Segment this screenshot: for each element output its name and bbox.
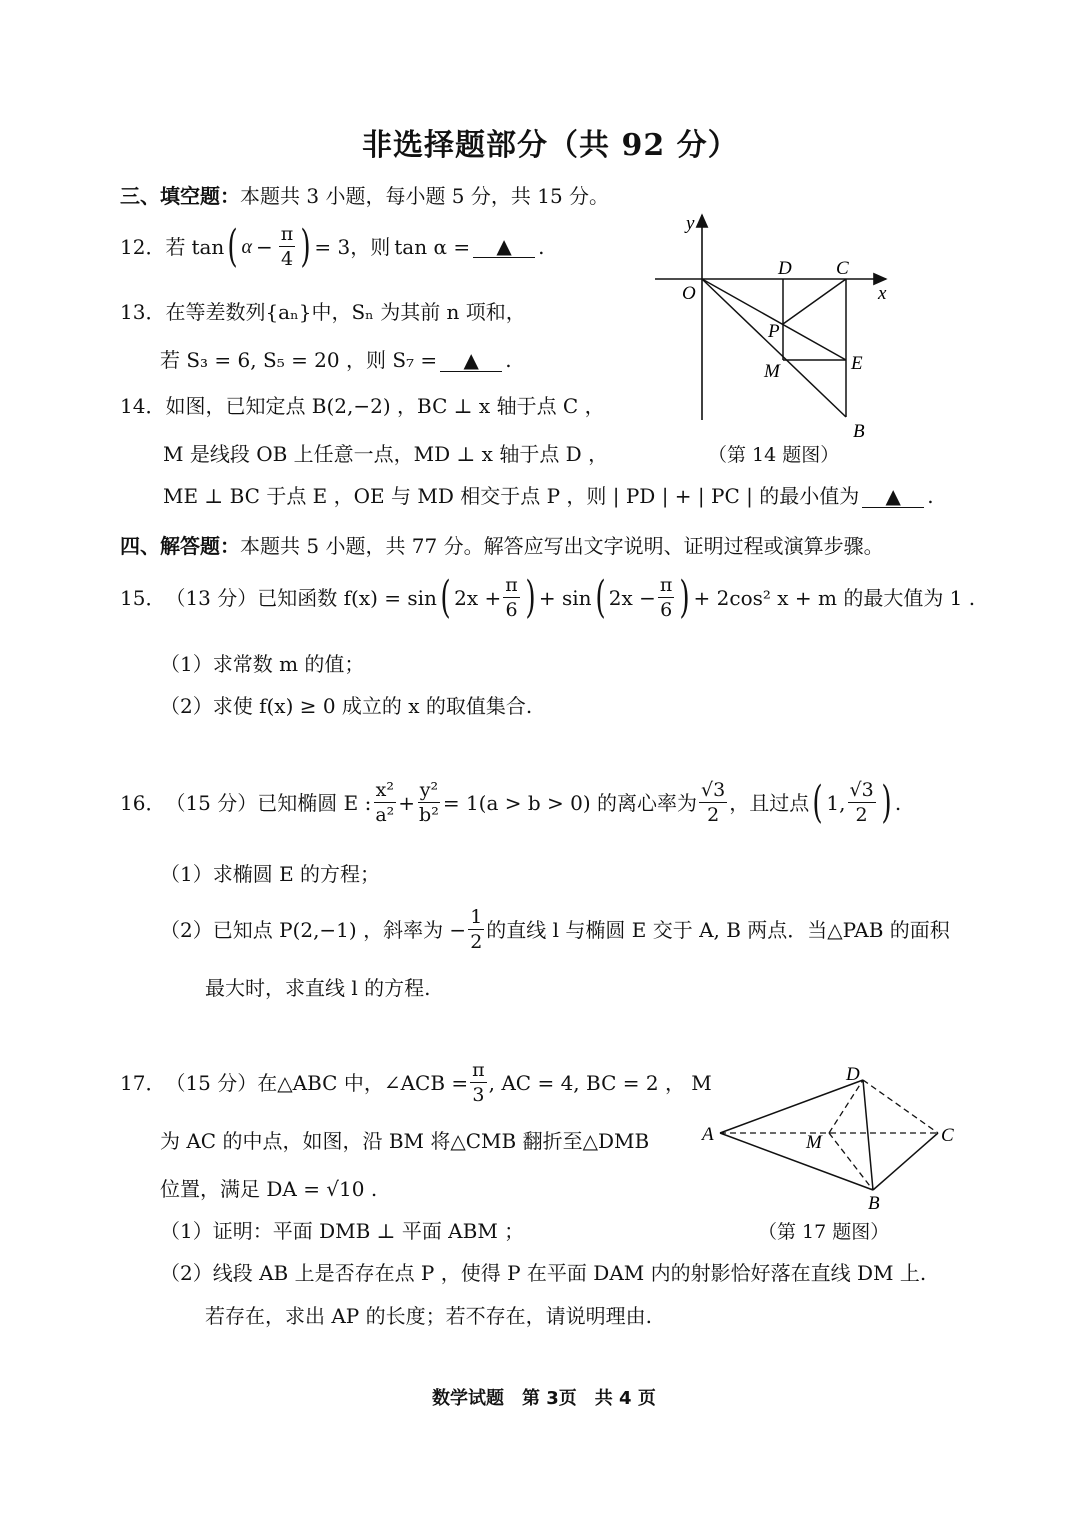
label-D: D (778, 258, 792, 279)
figure-17-caption: （第 17 题图） (758, 1221, 890, 1243)
q16-fraction-y (417, 778, 441, 827)
q15-rparen-2: ) (679, 571, 691, 623)
q13-answer-blank[interactable]: ▲ (440, 349, 502, 372)
page-title: 非选择题部分（共 92 分） (362, 128, 739, 163)
q16-part2 (160, 905, 950, 954)
question-17 (120, 1058, 712, 1107)
q16-y2: y² (419, 779, 439, 801)
q16-p2-pre: （2）已知点 P(2,−1) ，斜率为 − (160, 917, 467, 942)
q16-sqrt3-a: √3 (701, 779, 726, 801)
label-B: B (853, 421, 865, 442)
q12-alpha: α (241, 235, 252, 258)
q15-lparen-1: ( (440, 571, 451, 623)
figure-14-caption: （第 14 题图） (708, 444, 840, 466)
q14-text2: M 是线段 OB 上任意一点，MD ⊥ x 轴于点 D ， (163, 442, 609, 466)
q16-slope-fraction (468, 905, 484, 954)
q16-two-a: 2 (707, 804, 720, 826)
q12-number: 12． (120, 234, 166, 259)
segment-AB (720, 1133, 873, 1190)
q14-text1: 如图，已知定点 B(2,−2) ，BC ⊥ x 轴于点 C ， (165, 394, 605, 418)
label-C: C (836, 258, 849, 279)
q15-lparen-2: ( (594, 571, 606, 623)
question-16 (120, 778, 901, 827)
section-4-desc: 本题共 5 小题，共 77 分。解答应写出文字说明、证明过程或演算步骤。 (240, 534, 884, 558)
q15-arg2: 2x − (608, 585, 656, 610)
question-12 (120, 222, 544, 271)
q14-answer-blank[interactable]: ▲ (862, 485, 924, 508)
q16-pt-pre: 1, (826, 790, 846, 815)
page-footer: 数学试题 第 3页 共 4 页 (432, 1388, 656, 1409)
segment-MD (829, 1080, 863, 1133)
q17-pre: 在△ABC 中，∠ACB = (257, 1070, 469, 1095)
label-M: M (764, 361, 780, 382)
q16-part1: （1）求椭圆 E 的方程； (160, 862, 381, 886)
q13-end: . (505, 348, 512, 372)
segment-DC (863, 1080, 938, 1133)
q17-pi: π (472, 1059, 485, 1081)
q12-minus: − (255, 234, 273, 259)
q15-tail: + 2cos² x + m 的最大值为 1 . (693, 585, 976, 610)
q16-mid: ，且过点 (729, 790, 810, 815)
section-3-desc: 本题共 3 小题，每小题 5 分，共 15 分。 (240, 184, 610, 208)
question-15 (120, 573, 975, 622)
label-P: P (768, 321, 780, 342)
q15-rparen-1: ) (525, 571, 536, 623)
q15-number: 15． (120, 585, 166, 610)
q14-number: 14． (120, 394, 166, 418)
label-E: E (851, 353, 863, 374)
label-A: A (702, 1124, 714, 1145)
q13-text1: 在等差数列{aₙ}中，Sₙ 为其前 n 项和， (165, 300, 526, 324)
q12-pi: π (280, 223, 294, 245)
q12-lhs: tan α = (394, 234, 471, 259)
q16-rparen: ) (881, 776, 892, 828)
q14-end: . (927, 484, 934, 508)
q14-text3: ME ⊥ BC 于点 E ，OE 与 MD 相交于点 P ，则 | PD | + | PC | 的最小值为 (163, 484, 860, 508)
q16-p2-post: 的直线 l 与椭圆 E 交于 A, B 两点．当△PAB 的面积 (486, 917, 950, 942)
q16-two-c: 2 (470, 931, 483, 953)
label-O: O (682, 283, 696, 304)
q12-pre: 若 (165, 234, 186, 259)
q15-six-2: 6 (660, 599, 673, 621)
q16-score: （15 分） (165, 790, 258, 815)
segment-AD (720, 1080, 863, 1133)
q12-rparen: ) (300, 220, 311, 272)
q15-pi-1: π (505, 574, 518, 596)
q16-fraction-x (373, 778, 396, 827)
q17-post: , AC = 4, BC = 2 ， M (488, 1070, 712, 1095)
q12-end: . (538, 234, 545, 259)
q17-part2-line2: 若存在，求出 AP 的长度；若不存在，请说明理由. (205, 1304, 652, 1328)
q15-fraction-1 (503, 573, 520, 622)
q12-tan: tan (191, 234, 225, 259)
q15-mid: + sin (538, 585, 592, 610)
question-13-line2 (160, 346, 512, 374)
label-M: M (806, 1132, 822, 1153)
q17-line3: 位置，满足 DA = √10 . (160, 1177, 378, 1201)
q15-arg1: 2x + (454, 585, 502, 610)
q16-one: 1 (470, 906, 483, 928)
q16-sqrt3-b: √3 (849, 779, 874, 801)
section-4-header (120, 530, 884, 559)
q16-number: 16． (120, 790, 166, 815)
segment-DB (863, 1080, 873, 1190)
figure-14 (650, 205, 910, 465)
q12-eq: = 3，则 (314, 234, 391, 259)
q16-pre: 已知椭圆 E : (257, 790, 372, 815)
q15-pi-2: π (659, 574, 673, 596)
q15-fraction-2 (658, 573, 675, 622)
q17-part2: （2）线段 AB 上是否存在点 P ，使得 P 在平面 DAM 内的射影恰好落在直线 DM 上. (160, 1261, 927, 1285)
segment-BC (873, 1133, 938, 1190)
q13-number: 13． (120, 300, 166, 324)
q17-three: 3 (472, 1084, 485, 1106)
q16-b2: b² (419, 804, 439, 826)
q16-eccentricity (699, 778, 727, 827)
figure-17 (690, 1058, 970, 1218)
q12-fraction (279, 222, 296, 271)
section-3-header (120, 180, 609, 209)
q16-lparen: ( (812, 776, 823, 828)
q16-cond: = 1(a > b > 0) 的离心率为 (442, 790, 698, 815)
label-B: B (868, 1193, 880, 1214)
q17-part1: （1）证明：平面 DMB ⊥ 平面 ABM ； (160, 1219, 525, 1243)
q17-score: （15 分） (165, 1070, 258, 1095)
q16-a2: a² (375, 804, 395, 826)
q16-plus: + (398, 790, 416, 815)
q12-four: 4 (280, 248, 294, 270)
label-D: D (846, 1064, 860, 1085)
section-3-heading: 三、填空题： (120, 184, 240, 208)
q16-point-y (848, 778, 876, 827)
label-C: C (941, 1125, 954, 1146)
label-x: x (878, 283, 887, 304)
q15-part2: （2）求使 f(x) ≥ 0 成立的 x 的取值集合. (160, 694, 533, 718)
q15-pre: 已知函数 f(x) = sin (257, 585, 437, 610)
question-13-line1 (120, 298, 526, 326)
q15-score: （13 分） (165, 585, 258, 610)
q12-lparen: ( (227, 220, 239, 272)
label-y: y (686, 213, 695, 234)
q16-two-b: 2 (855, 804, 868, 826)
q16-end: . (894, 790, 902, 815)
section-4-heading: 四、解答题： (120, 534, 240, 558)
q15-part1: （1）求常数 m 的值； (160, 652, 365, 676)
segment-PC (783, 279, 846, 324)
q17-angle-fraction (470, 1058, 487, 1107)
q15-six-1: 6 (505, 599, 518, 621)
q17-number: 17． (120, 1070, 166, 1095)
q12-answer-blank[interactable]: ▲ (473, 235, 535, 258)
question-14-line3 (163, 482, 934, 510)
q13-text2: 若 S₃ = 6, S₅ = 20 ，则 S₇ = (160, 348, 438, 372)
q17-line2: 为 AC 的中点，如图，沿 BM 将△CMB 翻折至△DMB (160, 1129, 650, 1153)
question-14-line1 (120, 392, 605, 420)
q16-x2: x² (375, 779, 394, 801)
q16-part2-line2: 最大时，求直线 l 的方程. (205, 976, 431, 1000)
